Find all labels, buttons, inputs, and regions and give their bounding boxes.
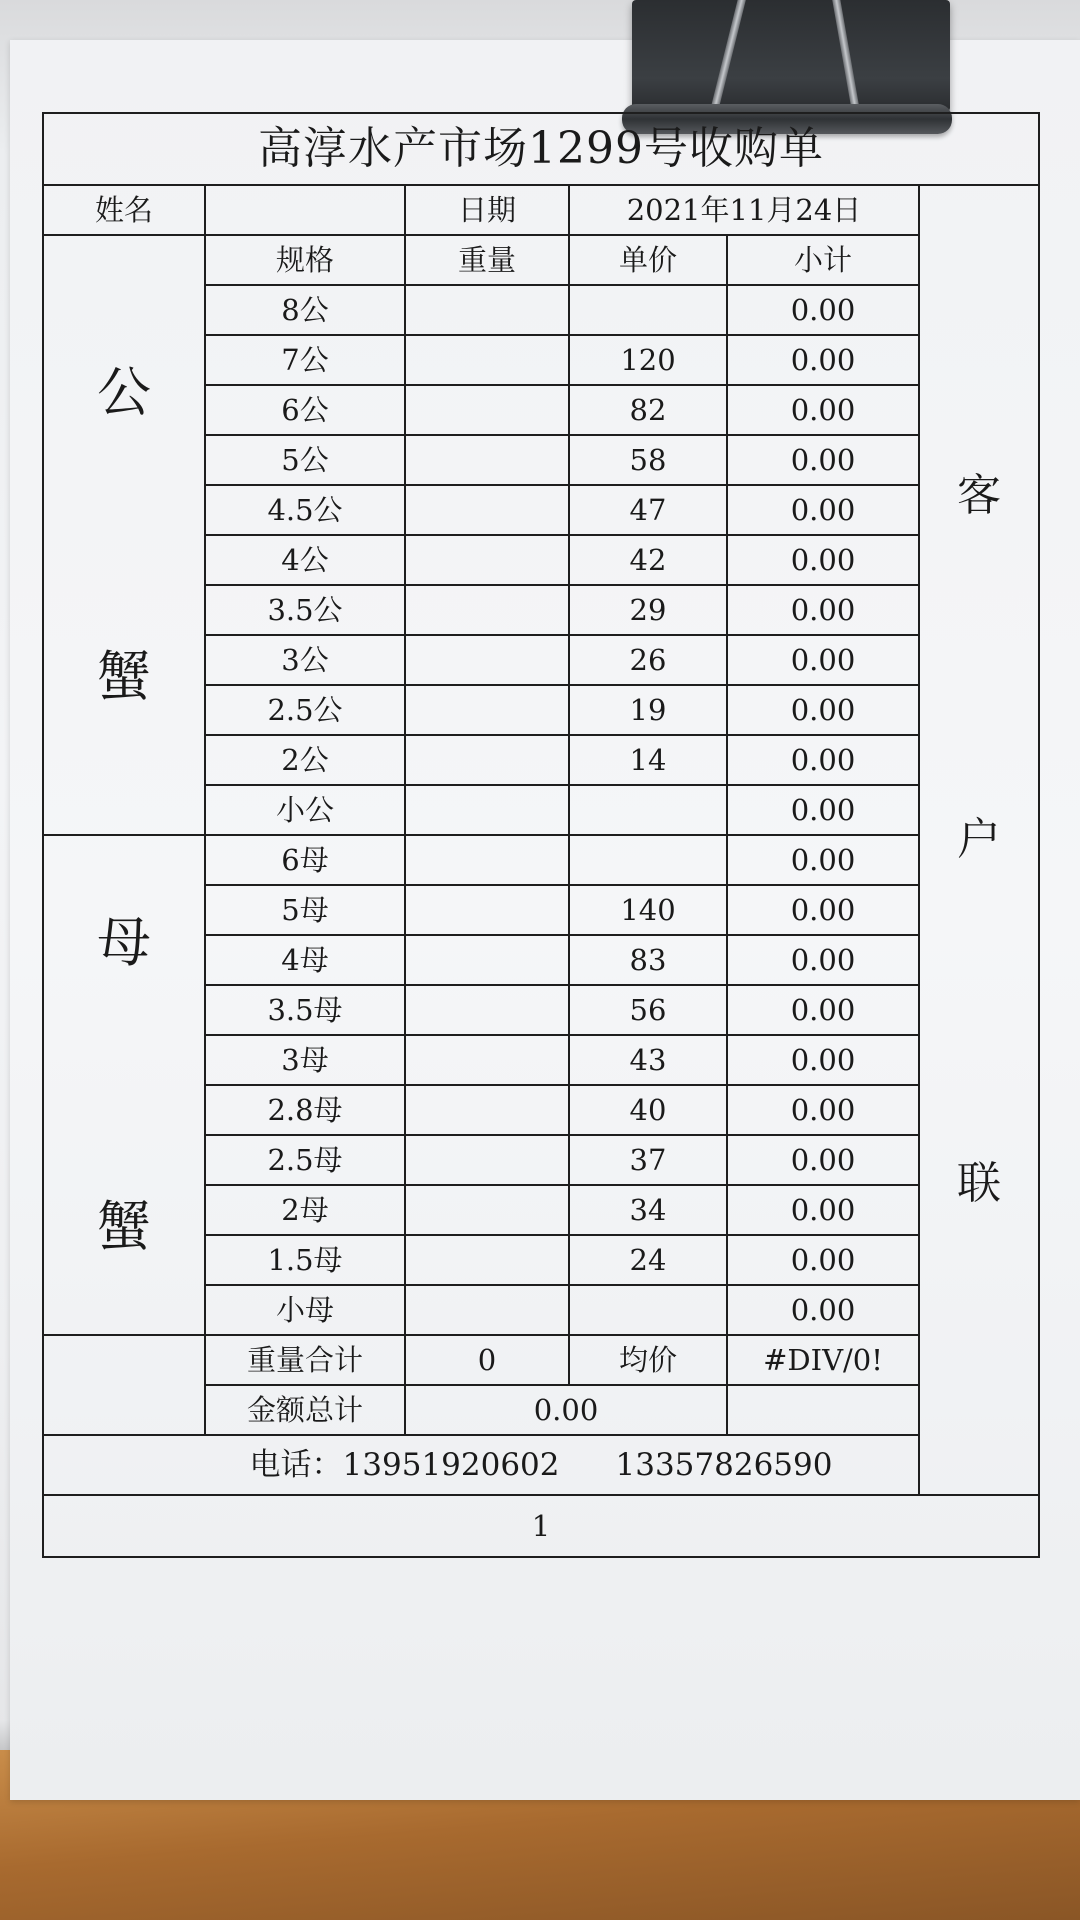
phone-number-2: 13357826590 xyxy=(615,1446,833,1483)
clip-wire-left xyxy=(708,0,747,119)
spec-cell: 2公 xyxy=(205,735,405,785)
amount-total-blank xyxy=(727,1385,919,1435)
avg-price-label: 均价 xyxy=(569,1335,727,1385)
price-cell: 140 xyxy=(569,885,727,935)
name-label: 姓名 xyxy=(43,185,205,235)
weight-cell xyxy=(405,385,569,435)
subtotal-cell: 0.00 xyxy=(727,535,919,585)
subtotal-cell: 0.00 xyxy=(727,1035,919,1085)
page-number: 1 xyxy=(43,1495,1039,1557)
price-cell: 43 xyxy=(569,1035,727,1085)
weight-header: 重量 xyxy=(405,235,569,285)
weight-cell xyxy=(405,285,569,335)
spec-cell: 小公 xyxy=(205,785,405,835)
subtotal-cell: 0.00 xyxy=(727,835,919,885)
weight-total-value: 0 xyxy=(405,1335,569,1385)
avg-price-value: #DIV/0! xyxy=(727,1335,919,1385)
weight-cell xyxy=(405,685,569,735)
female-crab-label xyxy=(43,835,205,1335)
weight-cell xyxy=(405,635,569,685)
amount-total-value: 0.00 xyxy=(405,1385,727,1435)
weight-cell xyxy=(405,435,569,485)
phone-row xyxy=(43,1435,1039,1495)
subtotal-cell: 0.00 xyxy=(727,685,919,735)
price-cell: 120 xyxy=(569,335,727,385)
weight-cell xyxy=(405,1185,569,1235)
date-value: 2021年11月24日 xyxy=(569,185,919,235)
purchase-receipt-form xyxy=(42,112,1040,1558)
weight-cell xyxy=(405,935,569,985)
subtotal-cell: 0.00 xyxy=(727,635,919,685)
side-char-2: 户 xyxy=(957,814,1002,865)
weight-cell xyxy=(405,735,569,785)
female-crab-row xyxy=(43,835,1039,885)
price-cell: 26 xyxy=(569,635,727,685)
spec-cell: 2.5公 xyxy=(205,685,405,735)
header-row xyxy=(43,235,1039,285)
subtotal-cell: 0.00 xyxy=(727,1085,919,1135)
male-char-1: 公 xyxy=(97,361,151,424)
female-char-1: 母 xyxy=(97,911,151,974)
weight-cell xyxy=(405,485,569,535)
amount-total-label: 金额总计 xyxy=(205,1385,405,1435)
price-cell: 42 xyxy=(569,535,727,585)
subtotal-cell: 0.00 xyxy=(727,585,919,635)
female-char-2: 蟹 xyxy=(97,1195,151,1258)
phone-cell xyxy=(43,1435,1039,1495)
weight-cell xyxy=(405,535,569,585)
spec-cell: 7公 xyxy=(205,335,405,385)
form-title: 高淳水产市场1299号收购单 xyxy=(43,113,1039,185)
weight-cell xyxy=(405,1135,569,1185)
date-label: 日期 xyxy=(405,185,569,235)
price-cell: 83 xyxy=(569,935,727,985)
subtotal-cell: 0.00 xyxy=(727,435,919,485)
spec-cell: 2.5母 xyxy=(205,1135,405,1185)
weight-cell xyxy=(405,885,569,935)
subtotal-cell: 0.00 xyxy=(727,885,919,935)
weight-cell xyxy=(405,1285,569,1335)
subtotal-cell: 0.00 xyxy=(727,285,919,335)
weight-total-row xyxy=(43,1335,1039,1385)
price-cell: 29 xyxy=(569,585,727,635)
price-header: 单价 xyxy=(569,235,727,285)
subtotal-cell: 0.00 xyxy=(727,1135,919,1185)
male-spacer xyxy=(44,420,204,650)
spec-cell: 4母 xyxy=(205,935,405,985)
customer-copy-label xyxy=(919,185,1039,1495)
price-cell: 19 xyxy=(569,685,727,735)
weight-cell xyxy=(405,1035,569,1085)
spec-cell: 3.5母 xyxy=(205,985,405,1035)
price-cell: 56 xyxy=(569,985,727,1035)
side-spacer-1 xyxy=(920,518,1038,818)
price-cell: 37 xyxy=(569,1135,727,1185)
clip-wire-right xyxy=(831,0,861,120)
side-spacer-2 xyxy=(920,862,1038,1162)
spec-cell: 5母 xyxy=(205,885,405,935)
spec-cell: 1.5母 xyxy=(205,1235,405,1285)
price-cell xyxy=(569,785,727,835)
spec-cell: 小母 xyxy=(205,1285,405,1335)
phone-label: 电话： xyxy=(249,1446,343,1483)
price-cell xyxy=(569,835,727,885)
name-field xyxy=(205,185,405,235)
spec-cell: 5公 xyxy=(205,435,405,485)
title-row xyxy=(43,113,1039,185)
spec-cell: 2母 xyxy=(205,1185,405,1235)
spec-cell: 6公 xyxy=(205,385,405,435)
subtotal-header: 小计 xyxy=(727,235,919,285)
price-cell xyxy=(569,285,727,335)
subtotal-cell: 0.00 xyxy=(727,735,919,785)
weight-cell xyxy=(405,1085,569,1135)
subtotal-cell: 0.00 xyxy=(727,385,919,435)
weight-cell xyxy=(405,985,569,1035)
price-cell: 82 xyxy=(569,385,727,435)
subtotal-cell: 0.00 xyxy=(727,935,919,985)
spec-cell: 3母 xyxy=(205,1035,405,1085)
price-cell: 47 xyxy=(569,485,727,535)
spec-header: 规格 xyxy=(205,235,405,285)
page-number-row xyxy=(43,1495,1039,1557)
subtotal-cell: 0.00 xyxy=(727,985,919,1035)
price-cell: 34 xyxy=(569,1185,727,1235)
weight-total-label: 重量合计 xyxy=(205,1335,405,1385)
female-spacer xyxy=(44,970,204,1200)
price-cell: 40 xyxy=(569,1085,727,1135)
subtotal-cell: 0.00 xyxy=(727,785,919,835)
side-char-3: 联 xyxy=(957,1158,1002,1209)
subtotal-cell: 0.00 xyxy=(727,1235,919,1285)
totals-blank-cell xyxy=(43,1335,205,1435)
male-char-2: 蟹 xyxy=(97,645,151,708)
spec-cell: 3.5公 xyxy=(205,585,405,635)
spec-cell: 3公 xyxy=(205,635,405,685)
binder-clip-icon xyxy=(632,0,950,112)
weight-cell xyxy=(405,835,569,885)
price-cell xyxy=(569,1285,727,1335)
price-cell: 24 xyxy=(569,1235,727,1285)
name-date-row xyxy=(43,185,1039,235)
subtotal-cell: 0.00 xyxy=(727,335,919,385)
subtotal-cell: 0.00 xyxy=(727,1185,919,1235)
male-crab-label xyxy=(43,235,205,835)
side-char-1: 客 xyxy=(957,470,1002,521)
weight-cell xyxy=(405,585,569,635)
spec-cell: 6母 xyxy=(205,835,405,885)
weight-cell xyxy=(405,335,569,385)
phone-number-1: 13951920602 xyxy=(342,1446,560,1483)
weight-cell xyxy=(405,1235,569,1285)
price-cell: 58 xyxy=(569,435,727,485)
spec-cell: 4公 xyxy=(205,535,405,585)
subtotal-cell: 0.00 xyxy=(727,485,919,535)
weight-cell xyxy=(405,785,569,835)
price-cell: 14 xyxy=(569,735,727,785)
spec-cell: 4.5公 xyxy=(205,485,405,535)
subtotal-cell: 0.00 xyxy=(727,1285,919,1335)
spec-cell: 8公 xyxy=(205,285,405,335)
spec-cell: 2.8母 xyxy=(205,1085,405,1135)
